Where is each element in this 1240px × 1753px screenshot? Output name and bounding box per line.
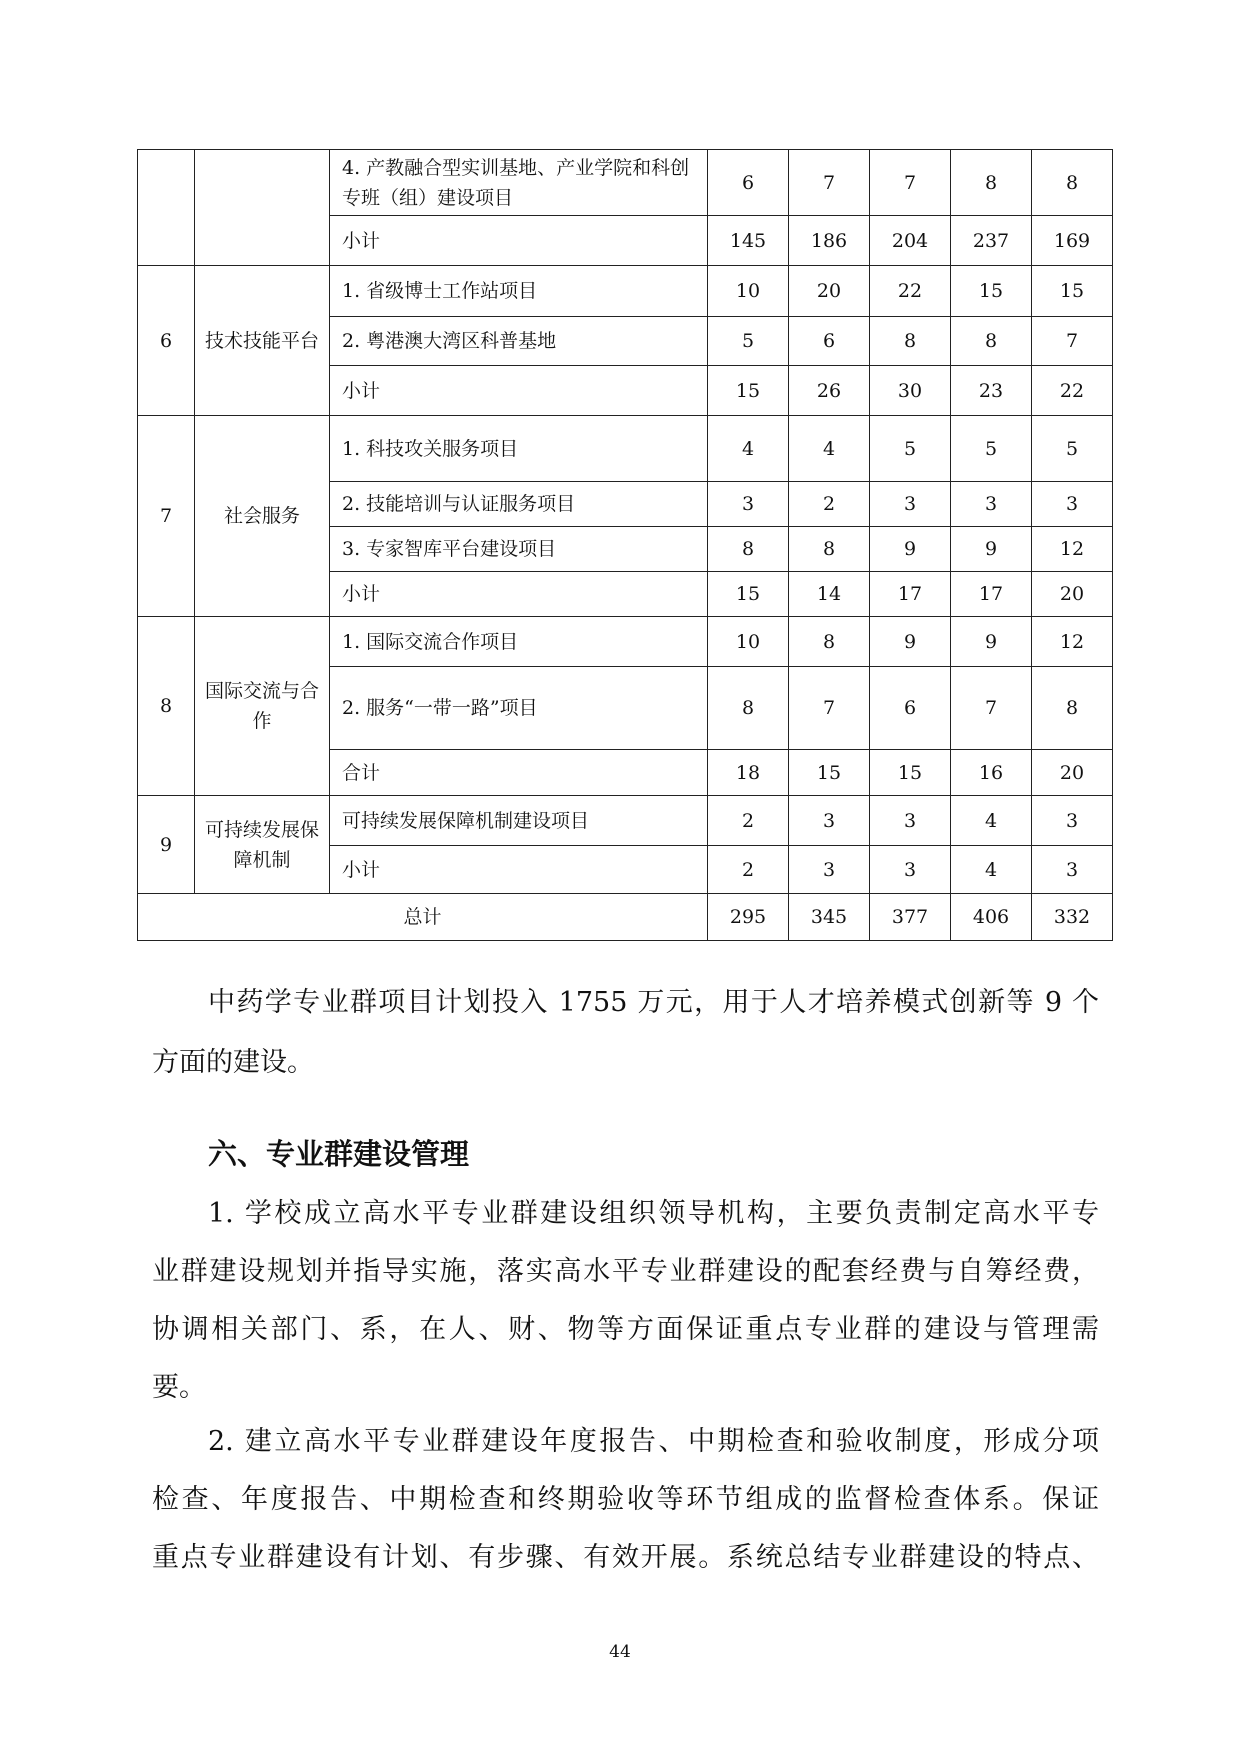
value-cell: 9 bbox=[951, 617, 1032, 667]
total-value: 377 bbox=[870, 894, 951, 941]
row-number bbox=[138, 150, 195, 266]
value-cell: 237 bbox=[951, 216, 1032, 266]
paragraph-2 bbox=[152, 1413, 1099, 1587]
value-cell: 8 bbox=[1032, 667, 1113, 750]
table-row bbox=[138, 617, 1113, 667]
text-line: 2. 建立高水平专业群建设年度报告、中期检查和验收制度，形成分项 bbox=[208, 1426, 1099, 1457]
value-cell: 8 bbox=[870, 317, 951, 366]
project-count-table bbox=[137, 149, 1113, 941]
value-cell: 22 bbox=[1032, 366, 1113, 416]
value-cell: 7 bbox=[789, 150, 870, 216]
item-cell: 小计 bbox=[330, 216, 708, 266]
value-cell: 3 bbox=[789, 846, 870, 894]
item-cell: 可持续发展保障机制建设项目 bbox=[330, 796, 708, 846]
value-cell: 2 bbox=[708, 796, 789, 846]
item-cell: 1. 国际交流合作项目 bbox=[330, 617, 708, 667]
value-cell: 3 bbox=[870, 846, 951, 894]
value-cell: 7 bbox=[789, 667, 870, 750]
value-cell: 204 bbox=[870, 216, 951, 266]
category-cell: 社会服务 bbox=[195, 416, 330, 617]
value-cell: 9 bbox=[870, 617, 951, 667]
value-cell: 16 bbox=[951, 750, 1032, 796]
value-cell: 12 bbox=[1032, 617, 1113, 667]
category-cell: 国际交流与合作 bbox=[195, 617, 330, 796]
value-cell: 14 bbox=[789, 572, 870, 617]
total-value: 295 bbox=[708, 894, 789, 941]
value-cell: 3 bbox=[1032, 482, 1113, 527]
value-cell: 3 bbox=[870, 482, 951, 527]
value-cell: 6 bbox=[870, 667, 951, 750]
value-cell: 3 bbox=[1032, 796, 1113, 846]
item-cell: 1. 科技攻关服务项目 bbox=[330, 416, 708, 482]
value-cell: 3 bbox=[789, 796, 870, 846]
paragraph-1 bbox=[152, 1185, 1099, 1417]
value-cell: 12 bbox=[1032, 527, 1113, 572]
value-cell: 15 bbox=[951, 266, 1032, 317]
value-cell: 5 bbox=[1032, 416, 1113, 482]
value-cell: 3 bbox=[708, 482, 789, 527]
value-cell: 18 bbox=[708, 750, 789, 796]
summary-paragraph bbox=[152, 974, 1099, 1094]
value-cell: 8 bbox=[1032, 150, 1113, 216]
row-number: 9 bbox=[138, 796, 195, 894]
row-number: 8 bbox=[138, 617, 195, 796]
value-cell: 6 bbox=[708, 150, 789, 216]
value-cell: 15 bbox=[870, 750, 951, 796]
text-line: 重点专业群建设有计划、有步骤、有效开展。系统总结专业群建设的特点、 bbox=[152, 1542, 1099, 1573]
item-cell: 4. 产教融合型实训基地、产业学院和科创专班（组）建设项目 bbox=[330, 150, 708, 216]
value-cell: 20 bbox=[789, 266, 870, 317]
value-cell: 4 bbox=[951, 846, 1032, 894]
item-cell: 1. 省级博士工作站项目 bbox=[330, 266, 708, 317]
value-cell: 8 bbox=[789, 527, 870, 572]
total-value: 332 bbox=[1032, 894, 1113, 941]
value-cell: 8 bbox=[951, 317, 1032, 366]
category-cell: 技术技能平台 bbox=[195, 266, 330, 416]
value-cell: 8 bbox=[708, 527, 789, 572]
text-line: 要。 bbox=[152, 1372, 206, 1403]
total-label: 总计 bbox=[138, 894, 708, 941]
value-cell: 186 bbox=[789, 216, 870, 266]
table-row bbox=[138, 150, 1113, 216]
text-line: 方面的建设。 bbox=[152, 1047, 314, 1078]
item-cell: 2. 技能培训与认证服务项目 bbox=[330, 482, 708, 527]
table-row bbox=[138, 416, 1113, 482]
value-cell: 4 bbox=[708, 416, 789, 482]
table-row bbox=[138, 796, 1113, 846]
value-cell: 15 bbox=[708, 572, 789, 617]
text-line: 检查、年度报告、中期检查和终期验收等环节组成的监督检查体系。保证 bbox=[152, 1484, 1099, 1515]
value-cell: 5 bbox=[708, 317, 789, 366]
value-cell: 20 bbox=[1032, 572, 1113, 617]
value-cell: 8 bbox=[951, 150, 1032, 216]
value-cell: 7 bbox=[1032, 317, 1113, 366]
row-number: 6 bbox=[138, 266, 195, 416]
value-cell: 26 bbox=[789, 366, 870, 416]
value-cell: 3 bbox=[951, 482, 1032, 527]
text-line: 业群建设规划并指导实施，落实高水平专业群建设的配套经费与自筹经费， bbox=[152, 1256, 1099, 1287]
value-cell: 7 bbox=[870, 150, 951, 216]
section-heading: 六、专业群建设管理 bbox=[208, 1137, 470, 1171]
value-cell: 22 bbox=[870, 266, 951, 317]
value-cell: 15 bbox=[1032, 266, 1113, 317]
value-cell: 15 bbox=[789, 750, 870, 796]
item-cell: 2. 粤港澳大湾区科普基地 bbox=[330, 317, 708, 366]
value-cell: 2 bbox=[789, 482, 870, 527]
value-cell: 169 bbox=[1032, 216, 1113, 266]
table-row bbox=[138, 266, 1113, 317]
value-cell: 7 bbox=[951, 667, 1032, 750]
total-value: 406 bbox=[951, 894, 1032, 941]
value-cell: 2 bbox=[708, 846, 789, 894]
text-line: 协调相关部门、系，在人、财、物等方面保证重点专业群的建设与管理需 bbox=[152, 1314, 1099, 1345]
total-row bbox=[138, 894, 1113, 941]
item-cell: 3. 专家智库平台建设项目 bbox=[330, 527, 708, 572]
item-cell: 小计 bbox=[330, 846, 708, 894]
value-cell: 3 bbox=[870, 796, 951, 846]
value-cell: 10 bbox=[708, 266, 789, 317]
value-cell: 4 bbox=[951, 796, 1032, 846]
item-cell: 小计 bbox=[330, 366, 708, 416]
value-cell: 17 bbox=[951, 572, 1032, 617]
page-number: 44 bbox=[609, 1642, 631, 1662]
text-line: 1. 学校成立高水平专业群建设组织领导机构，主要负责制定高水平专 bbox=[208, 1198, 1099, 1229]
value-cell: 17 bbox=[870, 572, 951, 617]
value-cell: 8 bbox=[789, 617, 870, 667]
item-cell: 合计 bbox=[330, 750, 708, 796]
value-cell: 8 bbox=[708, 667, 789, 750]
category-cell: 可持续发展保障机制 bbox=[195, 796, 330, 894]
text-line: 中药学专业群项目计划投入 1755 万元，用于人才培养模式创新等 9 个 bbox=[208, 987, 1099, 1018]
value-cell: 5 bbox=[951, 416, 1032, 482]
value-cell: 10 bbox=[708, 617, 789, 667]
item-cell: 小计 bbox=[330, 572, 708, 617]
value-cell: 15 bbox=[708, 366, 789, 416]
value-cell: 9 bbox=[870, 527, 951, 572]
value-cell: 3 bbox=[1032, 846, 1113, 894]
value-cell: 23 bbox=[951, 366, 1032, 416]
value-cell: 6 bbox=[789, 317, 870, 366]
item-cell: 2. 服务“一带一路”项目 bbox=[330, 667, 708, 750]
value-cell: 5 bbox=[870, 416, 951, 482]
value-cell: 4 bbox=[789, 416, 870, 482]
value-cell: 20 bbox=[1032, 750, 1113, 796]
value-cell: 9 bbox=[951, 527, 1032, 572]
total-value: 345 bbox=[789, 894, 870, 941]
value-cell: 30 bbox=[870, 366, 951, 416]
row-number: 7 bbox=[138, 416, 195, 617]
value-cell: 145 bbox=[708, 216, 789, 266]
category-cell bbox=[195, 150, 330, 266]
